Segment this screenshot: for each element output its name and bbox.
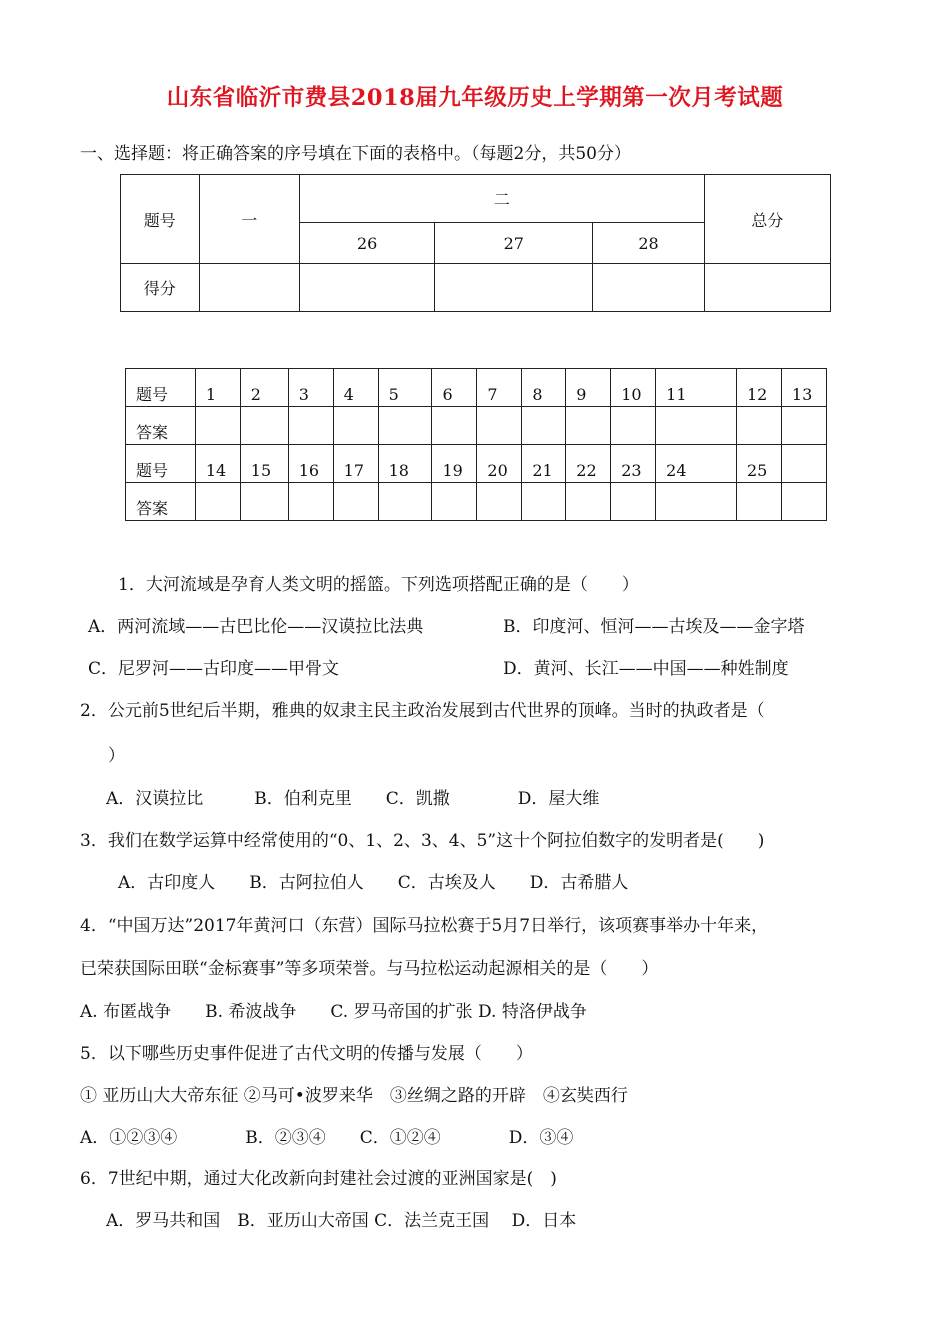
answer-row-numbers-1 [126,369,827,407]
answer-cell[interactable] [477,483,522,521]
question-1-option-b: B．印度河、恒河——古埃及——金字塔 [503,617,805,637]
answer-cell[interactable] [522,407,566,445]
question-5-options: A．①②③④ B．②③④ C．①②④ D．③④ [80,1128,574,1148]
question-number: 9 [566,369,611,407]
score-cell[interactable] [435,264,593,312]
answer-cell[interactable] [566,407,611,445]
question-number: 14 [195,445,240,483]
answer-cell[interactable] [333,407,378,445]
question-2-cont: ） [108,746,125,766]
answer-cell[interactable] [432,407,477,445]
answer-cell[interactable] [781,483,826,521]
question-number: 16 [288,445,333,483]
question-number [781,445,826,483]
question-2: 2．公元前5世纪后半期，雅典的奴隶主民主政治发展到古代世界的顶峰。当时的执政者是（ [80,701,765,721]
question-4-options: A. 布匿战争 B. 希波战争 C. 罗马帝国的扩张 D. 特洛伊战争 [80,1002,587,1022]
score-cell[interactable] [593,264,704,312]
question-3: 3．我们在数学运算中经常使用的“0、1、2、3、4、5”这十个阿拉伯数字的发明者是( ) [80,831,765,851]
score-cell[interactable] [199,264,299,312]
question-number: 8 [522,369,566,407]
question-4: 4．“中国万达”2017年黄河口（东营）国际马拉松赛于5月7日举行，该项赛事举办十年来， [80,916,769,936]
score-col-28: 28 [593,223,704,264]
question-number: 17 [333,445,378,483]
answer-cell[interactable] [611,483,656,521]
score-col-tihao: 题号 [121,175,200,264]
answer-cell[interactable] [522,483,566,521]
question-number: 2 [240,369,288,407]
answer-cell[interactable] [656,483,737,521]
answer-cell[interactable] [656,407,737,445]
question-number: 13 [781,369,826,407]
question-4-cont: 已荣获国际田联“金标赛事”等多项荣誉。与马拉松运动起源相关的是（ ） [80,959,659,979]
score-row-defen: 得分 [121,264,200,312]
question-number: 25 [736,445,781,483]
question-1-option-c: C．尼罗河——古印度——甲骨文 [88,659,340,679]
answer-row-numbers-2 [126,445,827,483]
answer-label-tihao: 题号 [126,445,196,483]
question-2-options: A．汉谟拉比 B．伯利克里 C．凯撒 D．屋大维 [106,789,600,809]
question-5-items: ① 亚历山大大帝东征 ②马可•波罗来华 ③丝绸之路的开辟 ④玄奘西行 [80,1086,628,1106]
question-number: 20 [477,445,522,483]
score-cell[interactable] [704,264,830,312]
answer-label-tihao: 题号 [126,369,196,407]
question-1: 1．大河流域是孕育人类文明的摇篮。下列选项搭配正确的是（ ） [118,575,639,595]
answer-cell[interactable] [781,407,826,445]
score-col-total: 总分 [704,175,830,264]
question-number: 22 [566,445,611,483]
question-1-option-d: D．黄河、长江——中国——种姓制度 [503,659,789,679]
question-1-option-a: A．两河流域——古巴比伦——汉谟拉比法典 [88,617,424,637]
answer-row-blanks-2 [126,483,827,521]
answer-cell[interactable] [288,483,333,521]
score-col-26: 26 [300,223,435,264]
answer-cell[interactable] [240,407,288,445]
answer-cell[interactable] [195,483,240,521]
question-6-options: A．罗马共和国 B．亚历山大帝国 C．法兰克王国 D．日本 [106,1211,577,1231]
score-col-er: 二 [300,175,705,223]
score-cell[interactable] [300,264,435,312]
question-number: 1 [195,369,240,407]
answer-cell[interactable] [566,483,611,521]
question-3-options: A．古印度人 B．古阿拉伯人 C．古埃及人 D．古希腊人 [118,873,629,893]
answer-cell[interactable] [477,407,522,445]
answer-label-daan: 答案 [126,407,196,445]
answer-label-daan: 答案 [126,483,196,521]
question-number: 21 [522,445,566,483]
question-number: 6 [432,369,477,407]
page-title: 山东省临沂市费县2018届九年级历史上学期第一次月考试题 [166,85,784,111]
answer-table [125,368,827,521]
question-number: 19 [432,445,477,483]
question-6: 6．7世纪中期，通过大化改新向封建社会过渡的亚洲国家是( ) [80,1169,557,1189]
answer-cell[interactable] [195,407,240,445]
score-table [120,174,831,312]
question-number: 23 [611,445,656,483]
score-col-27: 27 [435,223,593,264]
answer-cell[interactable] [432,483,477,521]
answer-cell[interactable] [611,407,656,445]
answer-cell[interactable] [736,407,781,445]
answer-cell[interactable] [378,483,432,521]
question-number: 24 [656,445,737,483]
question-number: 15 [240,445,288,483]
answer-cell[interactable] [736,483,781,521]
question-number: 7 [477,369,522,407]
question-number: 3 [288,369,333,407]
answer-cell[interactable] [240,483,288,521]
answer-cell[interactable] [378,407,432,445]
question-number: 18 [378,445,432,483]
question-number: 11 [656,369,737,407]
question-number: 12 [736,369,781,407]
answer-row-blanks-1 [126,407,827,445]
question-number: 10 [611,369,656,407]
question-5: 5．以下哪些历史事件促进了古代文明的传播与发展（ ） [80,1044,533,1064]
section-heading: 一、选择题：将正确答案的序号填在下面的表格中。（每题2分，共50分） [80,144,631,164]
question-number: 4 [333,369,378,407]
score-col-yi: 一 [199,175,299,264]
answer-cell[interactable] [288,407,333,445]
answer-cell[interactable] [333,483,378,521]
question-number: 5 [378,369,432,407]
